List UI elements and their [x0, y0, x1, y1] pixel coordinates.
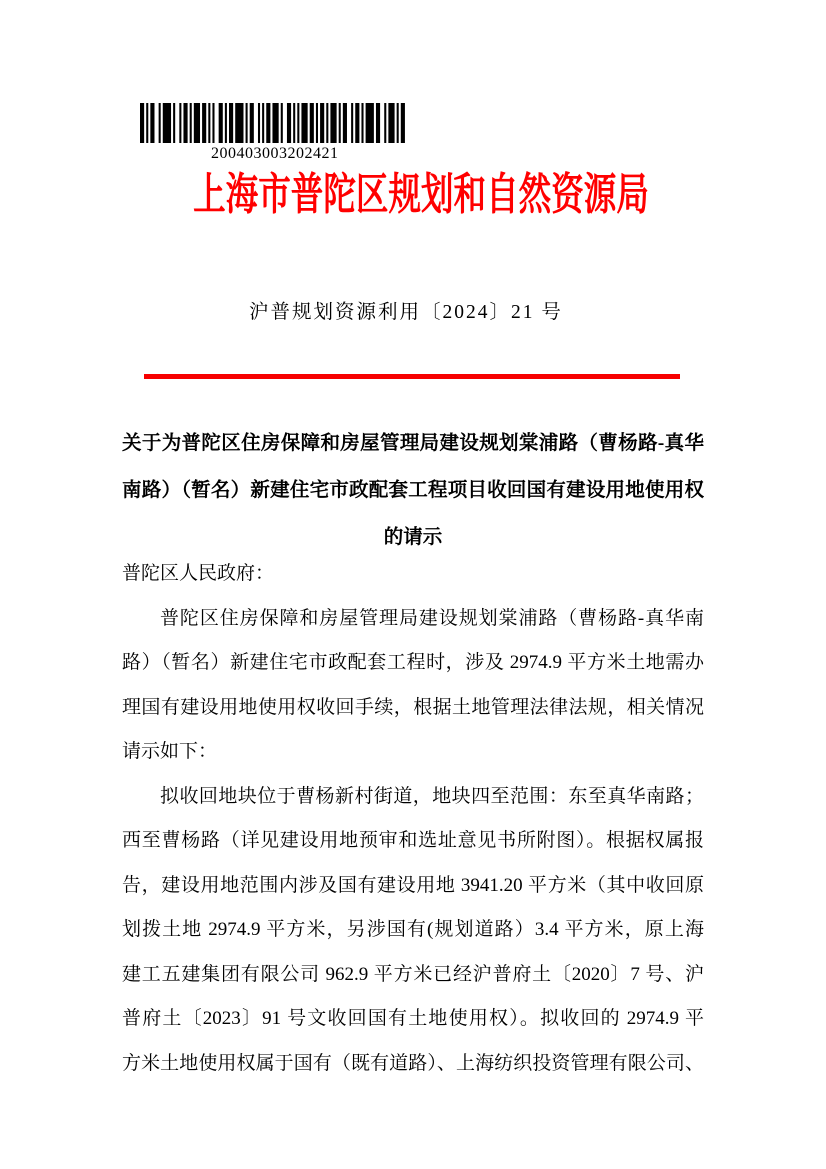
- document-title: [122, 420, 704, 561]
- body-line: 路）（暂名）新建住宅市政配套工程时，涉及 2974.9 平方米土地需办: [122, 652, 704, 673]
- body-line: 划拨土地 2974.9 平方米，另涉国有(规划道路）3.4 平方米，原上海: [122, 919, 704, 940]
- doc-reference-number: 沪普规划资源利用〔2024〕21 号: [249, 302, 563, 323]
- body-line: 西至曹杨路（详见建设用地预审和选址意见书所附图）。根据权属报: [122, 830, 704, 851]
- salutation: 普陀区人民政府：: [122, 563, 275, 584]
- agency-title-banner: [0, 170, 826, 220]
- body-line: 拟收回地块位于曹杨新村街道，地块四至范围：东至真华南路；: [160, 785, 704, 807]
- body-line: 请示如下：: [122, 741, 218, 762]
- body-line: 普陀区住房保障和房屋管理局建设规划棠浦路（曹杨路-真华南: [160, 607, 704, 629]
- body-line: 建工五建集团有限公司 962.9 平方米已经沪普府土〔2020〕7 号、沪: [122, 963, 704, 985]
- agency-title-text: 上海市普陀区规划和自然资源局: [193, 170, 649, 219]
- red-divider-line: [144, 374, 680, 379]
- barcode-number: 200403003202421: [211, 145, 339, 162]
- body-line: 告，建设用地范围内涉及国有建设用地 3941.20 平方米（其中收回原: [122, 874, 704, 896]
- body-line: 理国有建设用地使用权收回手续，根据土地管理法律法规，相关情况: [122, 696, 704, 718]
- document-body: [122, 552, 704, 1086]
- document-title-line-2: 南路）（暂名）新建住宅市政配套工程项目收回国有建设用地使用权: [122, 480, 704, 501]
- document-title-line-1: 关于为普陀区住房保障和房屋管理局建设规划棠浦路（曹杨路-真华: [122, 433, 704, 454]
- body-line: 普府土〔2023〕91 号文收回国有土地使用权）。拟收回的 2974.9 平: [122, 1008, 704, 1029]
- body-line: 方米土地使用权属于国有（既有道路）、上海纺织投资管理有限公司、: [122, 1052, 704, 1074]
- barcode-image: [140, 103, 407, 143]
- document-title-line-3: 的请示: [383, 527, 443, 548]
